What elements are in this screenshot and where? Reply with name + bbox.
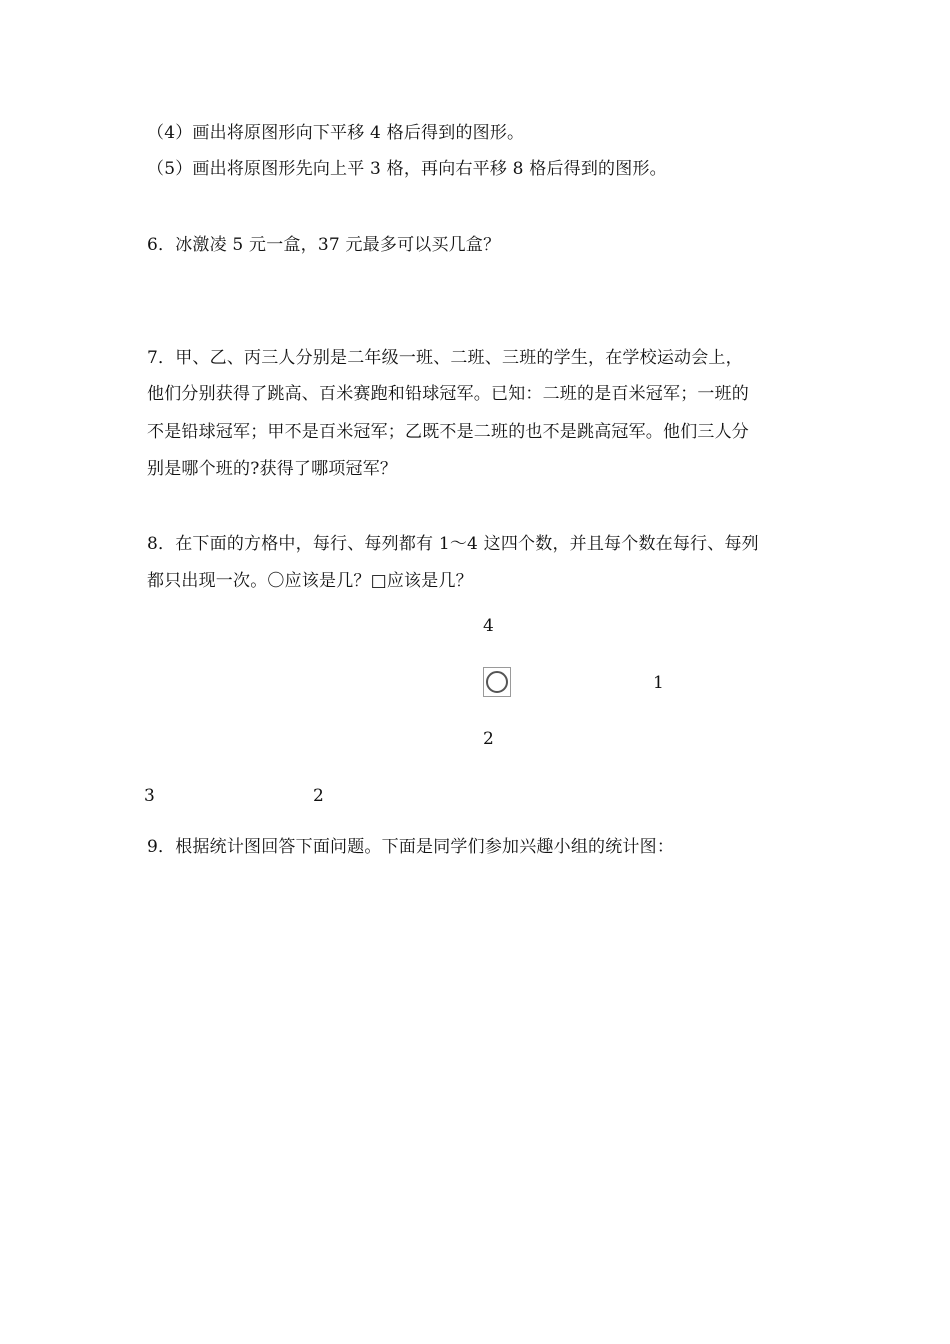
grid-number: 4 [483, 616, 494, 636]
grid-number: 2 [483, 729, 494, 749]
grid-number: 2 [313, 786, 324, 806]
q7-line-1: 7．甲、乙、丙三人分别是二年级一班、二班、三班的学生，在学校运动会上， [147, 348, 743, 368]
q6-text: 6．冰激凌 5 元一盒，37 元最多可以买几盒？ [147, 235, 501, 255]
q8-line-2: 都只出现一次。〇应该是几？□应该是几？ [147, 571, 473, 591]
q7-line-2: 他们分别获得了跳高、百米赛跑和铅球冠军。已知：二班的是百米冠军；一班的 [147, 384, 749, 404]
q5-part5-text: （5）画出将原图形先向上平 3 格，再向右平移 8 格后得到的图形。 [147, 159, 667, 179]
q7-line-3: 不是铅球冠军；甲不是百米冠军；乙既不是二班的也不是跳高冠军。他们三人分 [147, 422, 749, 442]
grid-number: 1 [653, 673, 664, 693]
q8-line-1: 8．在下面的方格中，每行、每列都有 1～4 这四个数，并且每个数在每行、每列 [147, 534, 759, 554]
grid-number: 3 [144, 786, 155, 806]
circle-icon [485, 670, 509, 694]
q7-line-4: 别是哪个班的?获得了哪项冠军？ [147, 459, 398, 479]
q5-part4-text: （4）画出将原图形向下平移 4 格后得到的图形。 [147, 123, 525, 143]
q9-text: 9．根据统计图回答下面问题。下面是同学们参加兴趣小组的统计图： [147, 837, 675, 857]
circle-answer-box [483, 667, 511, 697]
